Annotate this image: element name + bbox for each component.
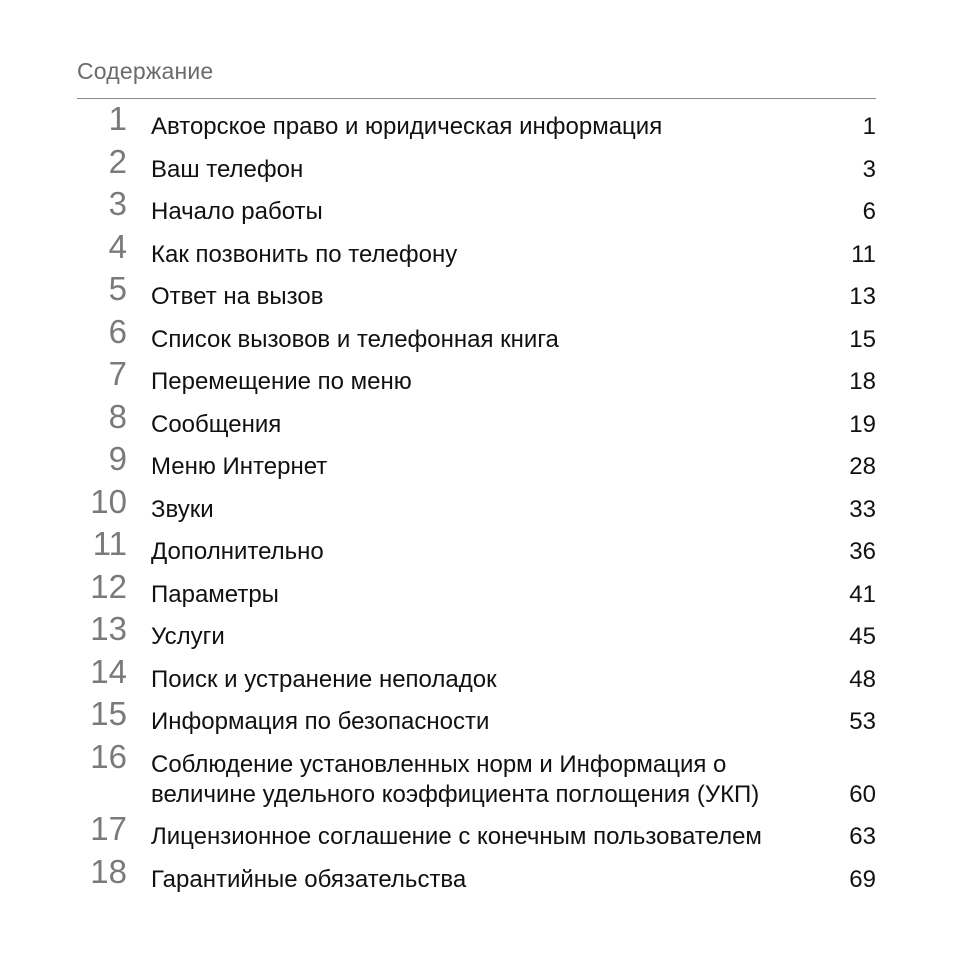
page-number: 48 [849,665,876,693]
chapter-number: 3 [108,185,127,222]
page-number: 60 [849,780,876,808]
chapter-number: 4 [108,227,127,265]
page-number: 15 [849,325,876,353]
page-number: 19 [849,410,876,438]
toc-entry-7[interactable] [77,355,876,397]
chapter-title: Ответ на вызов [151,283,324,310]
chapter-number: 6 [108,312,127,350]
chapter-title: Список вызовов и телефонная книга [151,325,559,353]
heading-divider [77,98,876,99]
page-number: 6 [862,198,876,225]
chapter-number: 8 [108,397,127,435]
chapter-title: Авторское право и юридическая информация [151,113,663,140]
page-number: 41 [849,580,876,608]
toc-heading: Содержание [77,58,214,84]
toc-entry-5[interactable] [77,270,876,312]
toc-list [77,100,876,901]
chapter-title: Параметры [151,580,279,608]
page-number: 28 [849,453,876,480]
chapter-number: 10 [90,482,127,520]
toc-entry-18[interactable] [77,852,876,895]
chapter-title: Дополнительно [151,538,324,565]
chapter-number: 15 [90,695,127,732]
page-number: 53 [849,708,876,735]
chapter-title: Перемещение по меню [151,368,412,395]
toc-entry-12[interactable] [77,567,876,610]
page-number: 3 [862,155,876,183]
page-number: 69 [849,865,876,893]
chapter-number: 17 [90,810,127,847]
chapter-title: Лицензионное соглашение с конечным пользователем [151,823,762,850]
page-number: 13 [849,283,876,310]
chapter-number: 9 [108,440,127,477]
chapter-number: 16 [90,737,127,775]
toc-entry-13[interactable] [77,610,876,652]
chapter-title: Соблюдение установленных норм и Информация о величине удельного коэффициента поглощения (УКП) [151,750,760,808]
page-number: 63 [849,823,876,850]
toc-entry-1[interactable] [77,100,876,142]
chapter-number: 14 [90,652,127,690]
chapter-title: Услуги [151,623,225,650]
toc-entry-2[interactable] [77,142,876,185]
toc-entry-6[interactable] [77,312,876,355]
toc-entry-4[interactable] [77,227,876,270]
chapter-number: 11 [92,525,127,562]
page-number: 45 [849,623,876,650]
toc-entry-3[interactable] [77,185,876,227]
chapter-number: 12 [90,567,127,605]
chapter-title: Ваш телефон [151,155,304,183]
toc-entry-8[interactable] [77,397,876,440]
toc-entry-16[interactable] [77,737,876,810]
chapter-title: Меню Интернет [151,453,328,480]
chapter-title: Информация по безопасности [151,708,490,735]
toc-entry-17[interactable] [77,810,876,852]
toc-entry-10[interactable] [77,482,876,525]
chapter-number: 5 [108,270,127,307]
chapter-number: 13 [90,610,127,647]
toc-entry-15[interactable] [77,695,876,737]
page-number: 11 [851,240,876,268]
chapter-number: 18 [90,852,127,890]
toc-entry-9[interactable] [77,440,876,482]
chapter-title: Звуки [151,495,214,523]
chapter-number: 1 [108,100,127,137]
chapter-title: Гарантийные обязательства [151,865,467,893]
page-number: 18 [849,368,876,395]
chapter-title: Сообщения [151,410,282,438]
page-number: 33 [849,495,876,523]
page-number: 1 [862,113,876,140]
chapter-title: Начало работы [151,198,323,225]
chapter-number: 7 [108,355,127,392]
chapter-title: Как позвонить по телефону [151,240,458,268]
chapter-title: Поиск и устранение неполадок [151,665,497,693]
page-number: 36 [849,538,876,565]
toc-entry-14[interactable] [77,652,876,695]
chapter-number: 2 [108,142,127,180]
toc-entry-11[interactable] [77,525,876,567]
